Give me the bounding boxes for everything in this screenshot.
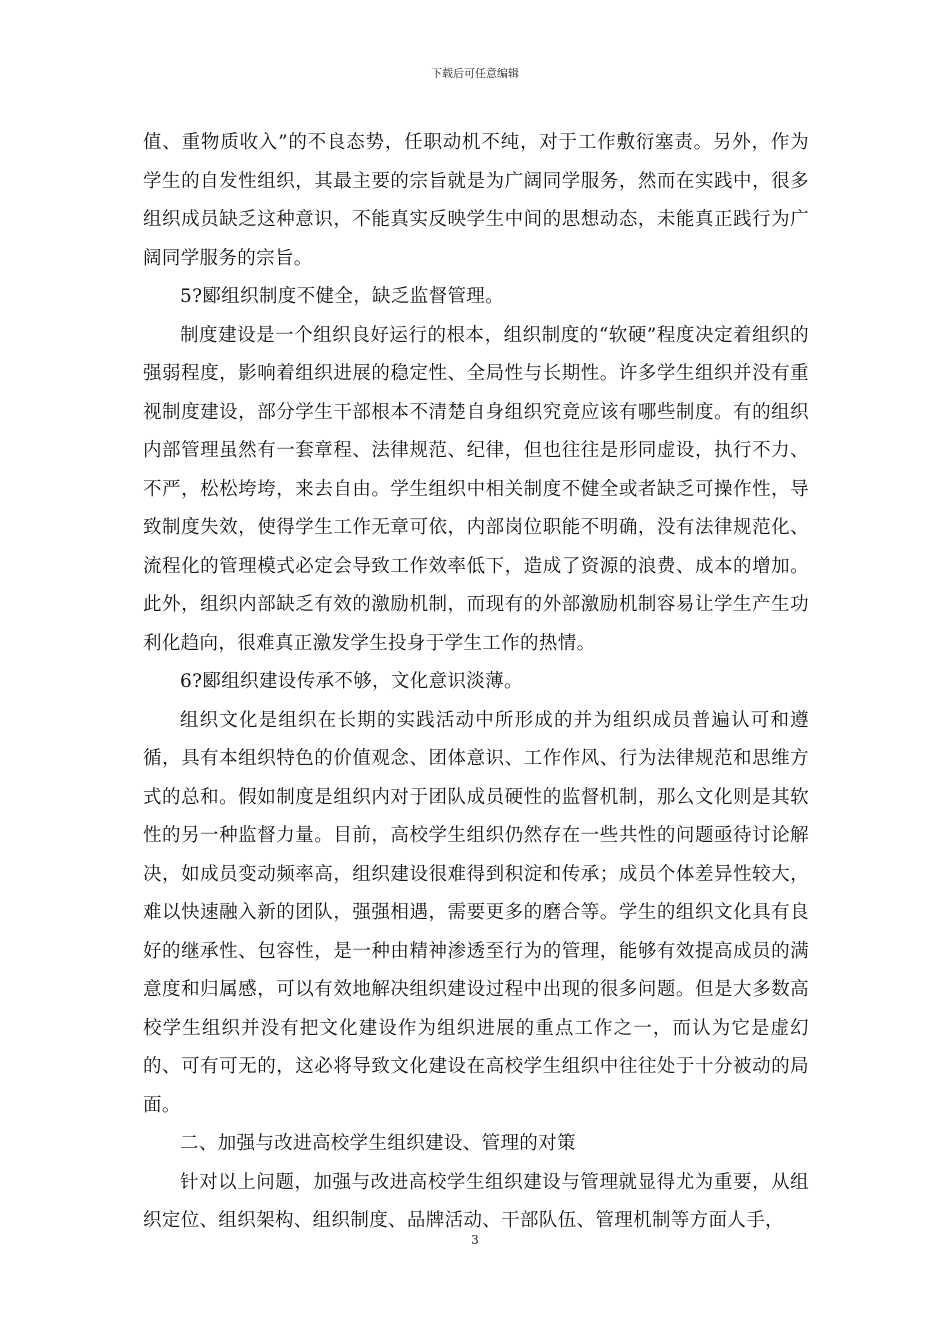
page-header: 下载后可任意编辑 <box>431 67 519 80</box>
section-heading-countermeasures: 二、加强与改进高校学生组织建设、管理的对策 <box>180 1133 576 1154</box>
body-text <box>143 124 809 1241</box>
paragraph-system-building: 制度建设是一个组织良好运行的根本，组织制度的“软硬”程度决定着组织的强弱程度，影响着组织进展的稳定性、全局性与长期性。许多学生组织并没有重视制度建设，部分学生干部根本不清楚自身组织究竟应该有哪些制度。有的组织内部管理虽然有一套章程、法律规范、纪律，但也往往是形同虚设，执行不力、不严，松松垮垮，来去自由。学生组织中相关制度不健全或者缺乏可操作性，导致制度失效，使得学生工作无章可依，内部岗位职能不明确，没有法律规范化、流程化的管理模式必定会导致工作效率低下，造成了资源的浪费、成本的增加。此外，组织内部缺乏有效的激励机制，而现有的外部激励机制容易让学生产生功利化趋向，很难真正激发学生投身于学生工作的热情。 <box>143 324 809 654</box>
paragraph-organization-culture: 组织文化是组织在长期的实践活动中所形成的并为组织成员普遍认可和遵循，具有本组织特色的价值观念、团体意识、工作作风、行为法律规范和思维方式的总和。假如制度是组织内对于团队成员硬性的监督机制，那么文化则是其软性的另一种监督力量。目前，高校学生组织仍然存在一些共性的问题亟待讨论解决，如成员变动频率高，组织建设很难得到积淀和传承；成员个体差异性较大，难以快速融入新的团队，强强相遇，需要更多的磨合等。学生的组织文化具有良好的继承性、包容性，是一种由精神渗透至行为的管理，能够有效提高成员的满意度和归属感，可以有效地解决组织建设过程中出现的很多问题。但是大多数高校学生组织并没有把文化建设作为组织进展的重点工作之一，而认为它是虚幻的、可有可无的，这必将导致文化建设在高校学生组织中往往处于十分被动的局面。 <box>143 709 809 1116</box>
heading-item-5: 5?郾组织制度不健全，缺乏监督管理。 <box>180 286 504 307</box>
page-number: 3 <box>471 1233 479 1247</box>
paragraph-continuation: 值、重物质收入”的不良态势，任职动机不纯，对于工作敷衍塞责。另外，作为学生的自发性组织，其最主要的宗旨就是为广阔同学服务，然而在实践中，很多组织成员缺乏这种意识，不能真实反映学生中间的思想动态，未能真正践行为广阔同学服务的宗旨。 <box>143 132 809 269</box>
paragraph-countermeasures-intro: 针对以上问题，加强与改进高校学生组织建设与管理就显得尤为重要，从组织定位、组织架构、组织制度、品牌活动、干部队伍、管理机制等方面人手， <box>143 1171 809 1231</box>
heading-item-6: 6?郾组织建设传承不够，文化意识淡薄。 <box>180 671 523 692</box>
